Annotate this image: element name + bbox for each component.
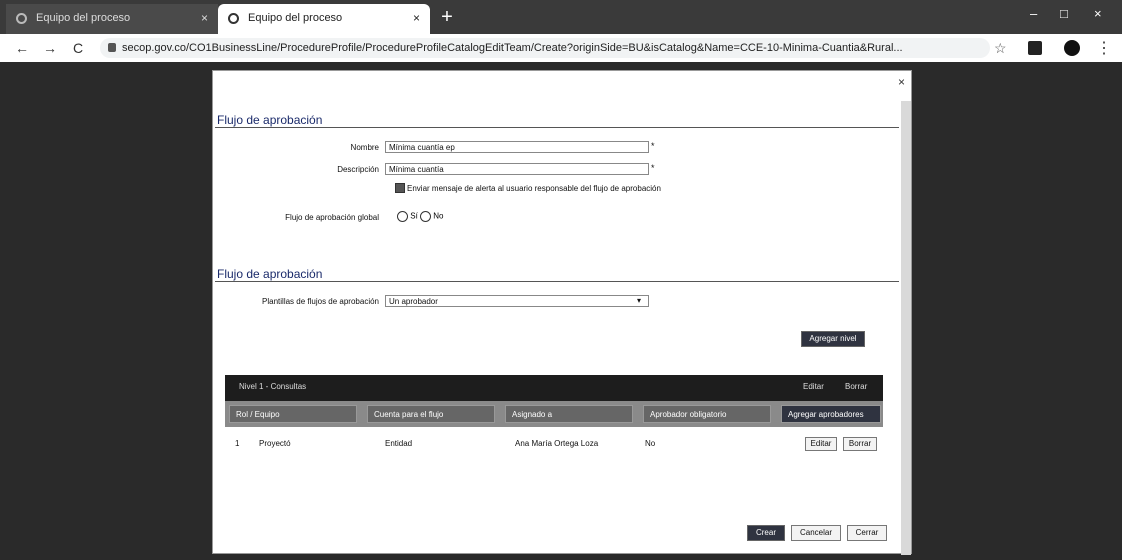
section-title: Flujo de aprobación bbox=[217, 113, 323, 127]
section-title: Flujo de aprobación bbox=[217, 267, 323, 281]
add-approvers-button[interactable]: Agregar aprobadores bbox=[781, 405, 881, 423]
row-number: 1 bbox=[235, 439, 240, 448]
header-account: Cuenta para el flujo bbox=[367, 405, 495, 423]
table-header-row bbox=[225, 401, 883, 427]
header-role: Rol / Equipo bbox=[229, 405, 357, 423]
add-level-button[interactable]: Agregar nivel bbox=[801, 331, 865, 347]
globe-icon bbox=[16, 13, 27, 24]
row-edit-button[interactable]: Editar bbox=[805, 437, 837, 451]
modal-scrollbar[interactable] bbox=[901, 101, 911, 555]
notify-text: Enviar mensaje de alerta al usuario responsable del flujo de aprobación bbox=[407, 184, 661, 193]
modal-close-icon[interactable]: × bbox=[897, 75, 905, 89]
notify-checkbox[interactable] bbox=[395, 183, 405, 193]
required-mark: * bbox=[651, 141, 655, 151]
template-select[interactable]: Un aprobador bbox=[385, 295, 649, 307]
name-input[interactable]: Mínima cuantía ep bbox=[385, 141, 649, 153]
globe-icon bbox=[228, 13, 239, 24]
row-assigned: Ana María Ortega Loza bbox=[515, 439, 599, 448]
tab-active[interactable] bbox=[218, 4, 430, 34]
required-mark: * bbox=[651, 163, 655, 173]
header-assigned: Asignado a bbox=[505, 405, 633, 423]
radio-no-label: No bbox=[433, 211, 444, 221]
minimize-icon[interactable]: – bbox=[1030, 6, 1038, 21]
reload-icon[interactable]: C bbox=[72, 40, 84, 56]
url-field[interactable] bbox=[100, 38, 990, 58]
forward-arrow-icon[interactable]: → bbox=[43, 40, 57, 56]
radio-yes[interactable] bbox=[397, 211, 408, 222]
global-flow-radio-group bbox=[397, 211, 444, 222]
tab-close-icon[interactable]: × bbox=[412, 11, 420, 25]
row-role: Proyectó bbox=[259, 439, 291, 448]
browser-menu-icon[interactable]: ⋮ bbox=[1096, 40, 1112, 57]
row-mandatory: No bbox=[645, 439, 656, 448]
new-tab-button[interactable]: + bbox=[441, 6, 453, 28]
tab-inactive[interactable] bbox=[6, 4, 218, 34]
name-label: Nombre bbox=[350, 143, 379, 152]
level-delete-link[interactable]: Borrar bbox=[845, 382, 868, 391]
row-delete-button[interactable]: Borrar bbox=[843, 437, 877, 451]
level-header-bar bbox=[225, 375, 883, 401]
row-area: Entidad bbox=[385, 439, 413, 448]
radio-yes-label: Sí bbox=[410, 211, 418, 221]
description-label: Descripción bbox=[337, 165, 379, 174]
window-close-icon[interactable]: × bbox=[1094, 6, 1102, 21]
extension-icon[interactable] bbox=[1028, 41, 1042, 55]
tab-label: Equipo del proceso bbox=[36, 12, 131, 24]
url-text: secop.gov.co/CO1BusinessLine/ProcedureProfile/ProcedureProfileCatalogEditTeam/Create?originSide=BU&isCatalog&Name=CCE-10-Minima-Cuantia&Rural... bbox=[122, 42, 903, 54]
radio-no[interactable] bbox=[420, 211, 431, 222]
level-edit-link[interactable]: Editar bbox=[803, 382, 824, 391]
approval-flow-modal bbox=[212, 70, 912, 554]
create-button[interactable]: Crear bbox=[747, 525, 785, 541]
address-bar bbox=[0, 34, 1122, 63]
header-mandatory: Aprobador obligatorio bbox=[643, 405, 771, 423]
profile-avatar[interactable] bbox=[1064, 40, 1080, 56]
table-row bbox=[225, 431, 883, 457]
global-flow-label: Flujo de aprobación global bbox=[285, 213, 379, 222]
cancel-button[interactable]: Cancelar bbox=[791, 525, 841, 541]
browser-tabbar bbox=[0, 0, 1122, 34]
close-button[interactable]: Cerrar bbox=[847, 525, 887, 541]
tab-close-icon[interactable]: × bbox=[200, 11, 208, 25]
section-divider bbox=[215, 281, 899, 282]
template-label: Plantillas de flujos de aprobación bbox=[262, 297, 379, 306]
tab-label: Equipo del proceso bbox=[248, 12, 343, 24]
chevron-down-icon: ▾ bbox=[637, 296, 642, 305]
description-input[interactable]: Mínima cuantía bbox=[385, 163, 649, 175]
back-arrow-icon[interactable]: ← bbox=[15, 40, 29, 56]
level-title: Nivel 1 - Consultas bbox=[239, 382, 307, 391]
bookmark-star-icon[interactable]: ☆ bbox=[994, 40, 1007, 56]
lock-icon bbox=[108, 43, 116, 52]
section-divider bbox=[215, 127, 899, 128]
maximize-icon[interactable]: □ bbox=[1060, 6, 1068, 21]
